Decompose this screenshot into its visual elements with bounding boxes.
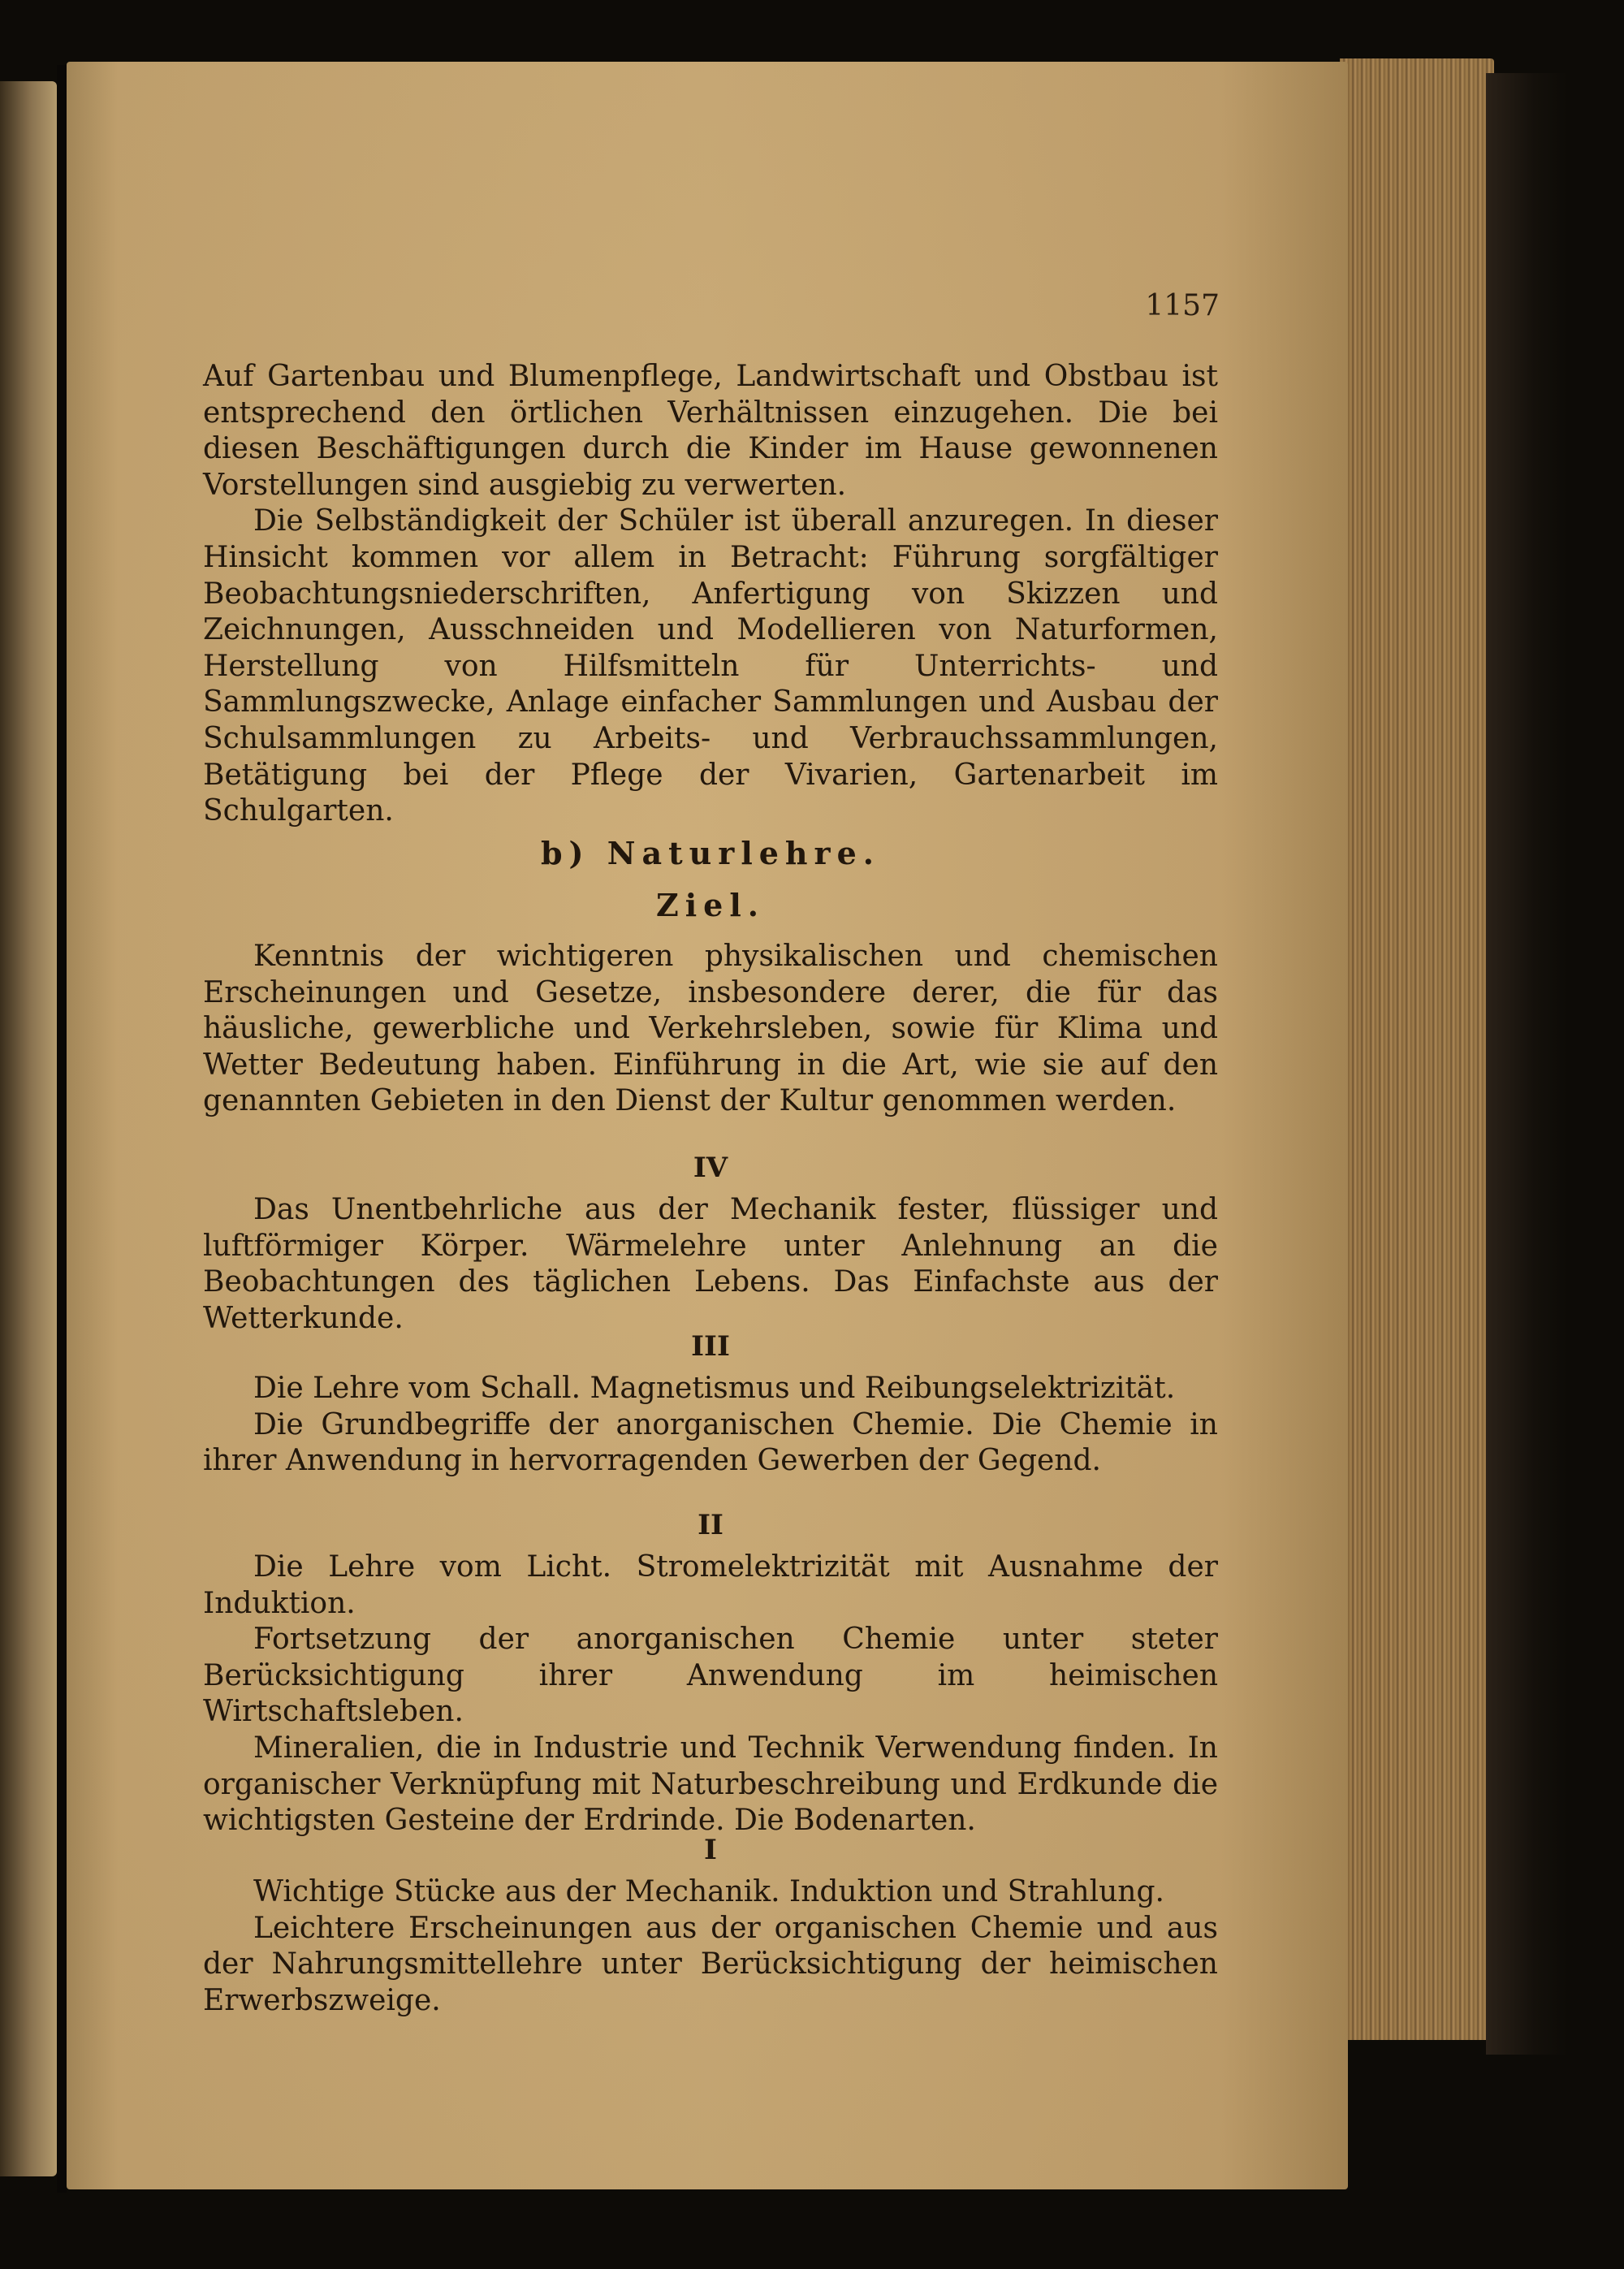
class-text-iv [203, 1192, 1218, 1337]
intro-text [203, 359, 1218, 830]
class-heading-ii: II [698, 1509, 723, 1541]
class-heading-iv: IV [693, 1152, 728, 1184]
paragraph: Mineralien, die in Industrie und Technik Verwendung finden. In organischer Verknüpfung mit Naturbeschreibung und Erdkunde die wichtigsten Gesteine der Erdrinde. Die Bodenarten. [203, 1731, 1218, 1838]
page-stack-edge [1340, 58, 1494, 2040]
ziel-heading: Ziel. [655, 887, 766, 923]
paragraph: Wichtige Stücke aus der Mechanik. Induktion und Strahlung. [253, 1875, 1164, 1908]
previous-page-edge [0, 81, 57, 2176]
paragraph: Die Lehre vom Schall. Magnetismus und Reibungselektrizität. [253, 1372, 1176, 1405]
book-page [67, 62, 1348, 2189]
page-number: 1157 [1145, 289, 1220, 322]
paragraph: Das Unentbehrliche aus der Mechanik fester, flüssiger und luftförmiger Körper. Wärmelehre unter Anlehnung an die Beobachtungen des täglichen Lebens. Das Einfachste aus der Wetterkunde. [203, 1193, 1218, 1335]
class-heading-iii: III [691, 1330, 730, 1363]
class-text-iii [203, 1371, 1218, 1480]
paragraph: Die Lehre vom Licht. Stromelektrizität mit Ausnahme der Induktion. [203, 1550, 1218, 1620]
paragraph: Die Grundbegriffe der anorganischen Chemie. Die Chemie in ihrer Anwendung in hervorragenden Gewerben der Gegend. [203, 1407, 1218, 1478]
ziel-text [203, 939, 1218, 1120]
section-heading: b) Naturlehre. [540, 835, 880, 871]
paragraph: Fortsetzung der anorganischen Chemie unter steter Berücksichtigung ihrer Anwendung im heimischen Wirtschaftsleben. [203, 1623, 1218, 1729]
paragraph: Leichtere Erscheinungen aus der organischen Chemie und aus der Nahrungsmittellehre unter Berücksichtigung der heimischen Erwerbszweige. [203, 1911, 1218, 2017]
book-gutter [57, 65, 67, 2193]
paragraph: Die Selbständigkeit der Schüler ist überall anzuregen. In dieser Hinsicht kommen vor allem in Betracht: Führung sorgfältiger Beobachtungsniederschriften, Anfertigung von Skizzen und Zeichnungen, Ausschneiden und Modellieren von Naturformen, Herstellung von Hilfsmitteln für Unterrichts- und Sammlungszwecke, Anlage einfacher Sammlungen und Ausbau der Schulsammlungen zu Arbeits- und Verbrauchssammlungen, Betätigung bei der Pflege der Vivarien, Gartenarbeit im Schulgarten. [203, 504, 1218, 828]
book-cover-shadow [1486, 73, 1567, 2055]
paragraph: Auf Gartenbau und Blumenpflege, Landwirtschaft und Obstbau ist entsprechend den örtlichen Verhältnissen einzugehen. Die bei diesen Beschäftigungen durch die Kinder im Hause gewonnenen Vorstellungen sind ausgiebig zu verwerten. [203, 360, 1218, 502]
paragraph: Kenntnis der wichtigeren physikalischen und chemischen Erscheinungen und Gesetze, insbesondere derer, die für das häusliche, gewerbliche und Verkehrsleben, sowie für Klima und Wetter Bedeutung haben. Einführung in die Art, wie sie auf den genannten Gebieten in den Dienst der Kultur genommen werden. [203, 940, 1218, 1118]
class-text-ii [203, 1549, 1218, 1839]
class-heading-i: I [704, 1834, 717, 1866]
class-text-i [203, 1874, 1218, 2019]
